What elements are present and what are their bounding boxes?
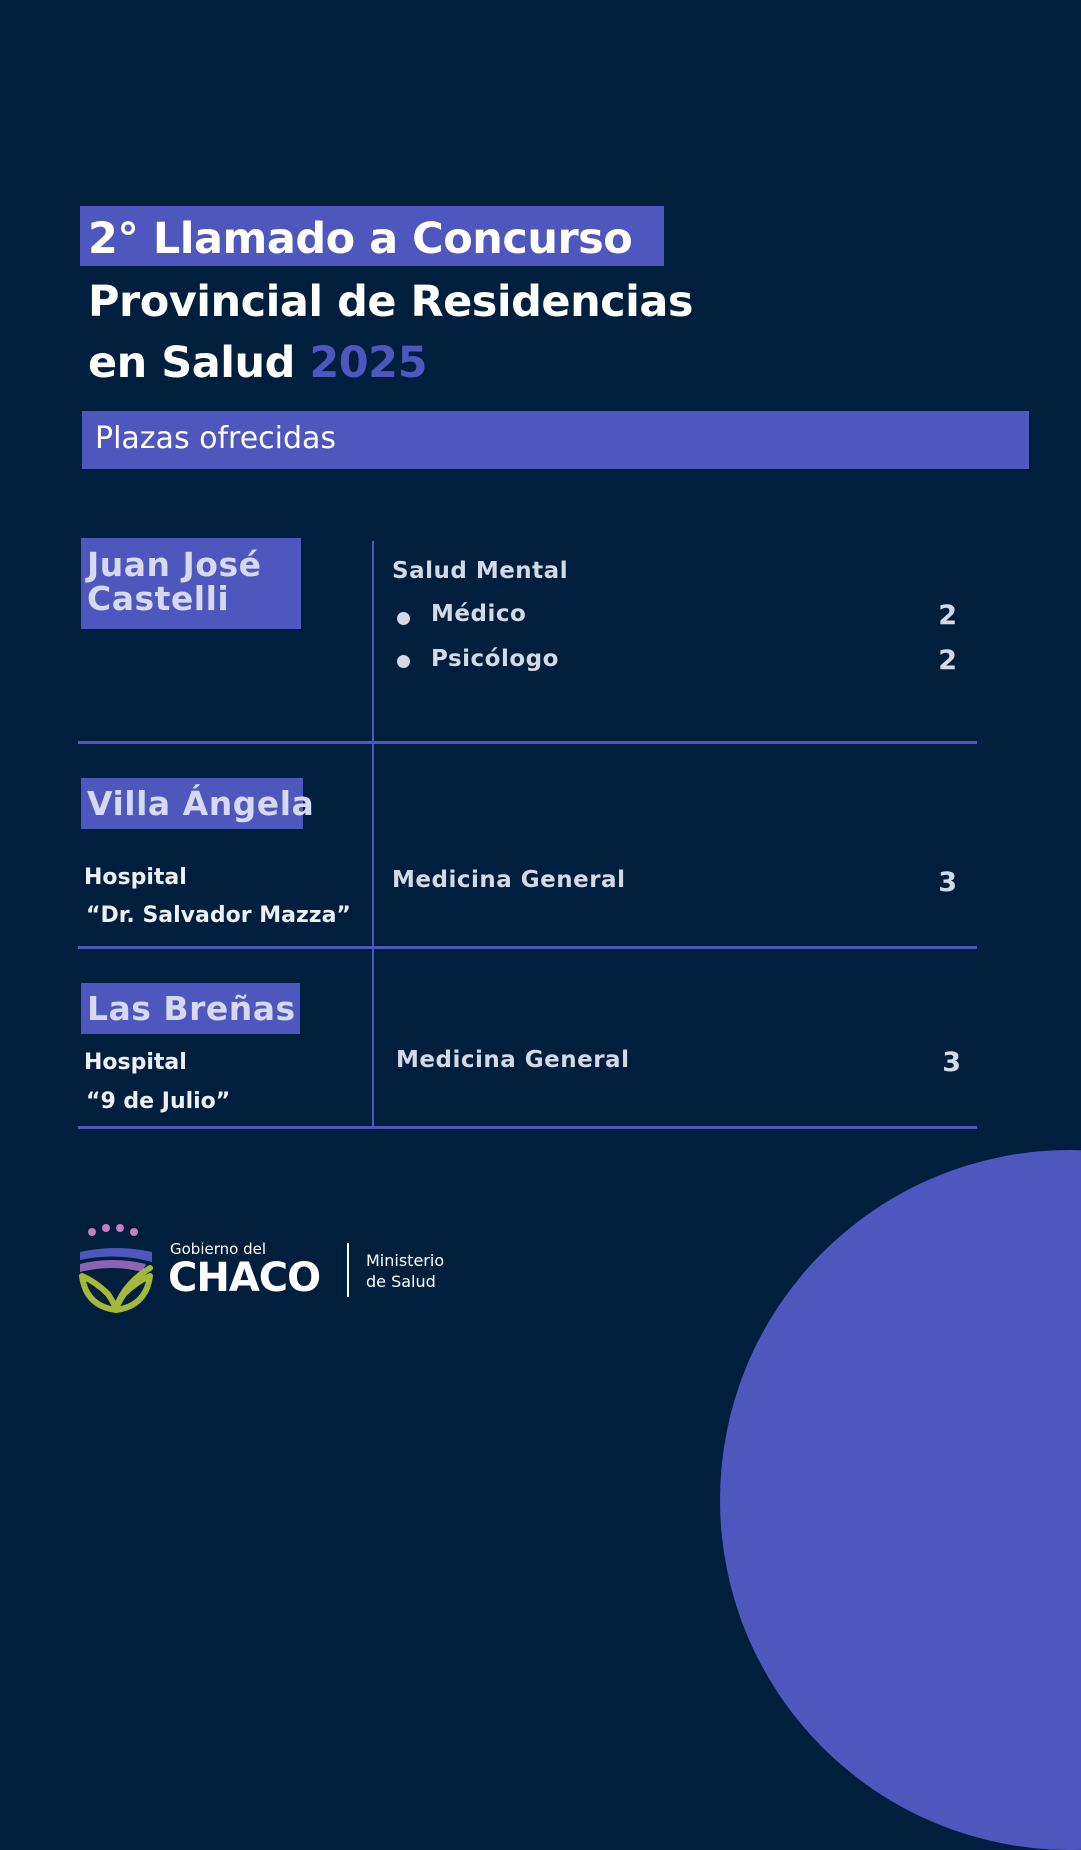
city-name: Las Breñas [87,989,296,1028]
title-line-2: Provincial de Residencias [88,277,694,327]
role-count: 2 [938,645,957,676]
row-divider-2 [78,946,977,949]
role-label: Psicólogo [431,646,559,672]
hospital-label: Hospital [84,865,187,890]
decorative-corner-circle [720,1150,1081,1850]
city-name-line-1: Juan José [87,545,262,584]
city-name-line-2: Castelli [87,579,230,618]
hospital-name: “Dr. Salvador Mazza” [86,903,351,928]
chaco-logo-icon [76,1222,156,1314]
row-divider-3 [78,1126,977,1129]
city-badge-las-brenas [81,983,300,1034]
specialty-label: Medicina General [392,867,626,893]
title-year: 2025 [309,338,428,388]
chaco-wordmark: CHACO [168,1255,321,1301]
ministerio-line-1: Ministerio [366,1251,445,1270]
footer-divider [347,1243,349,1297]
specialty-label: Medicina General [396,1047,630,1073]
role-count: 2 [938,600,957,631]
subheader-text: Plazas ofrecidas [95,421,337,456]
row-divider-1 [78,741,977,744]
bullet-icon [397,612,410,625]
specialty-label: Salud Mental [392,558,569,584]
city-badge-villa-angela [81,778,315,829]
specialty-count: 3 [938,867,957,898]
city-name: Villa Ángela [87,784,315,823]
subheader-bar [82,411,1029,469]
hospital-label: Hospital [84,1050,187,1075]
table-column-divider [372,541,374,1128]
specialty-count: 3 [942,1047,961,1078]
ministerio-line-2: de Salud [366,1272,436,1291]
hospital-name: “9 de Julio” [86,1089,231,1114]
gobierno-label: Gobierno del [170,1240,266,1258]
bullet-icon [397,655,410,668]
role-label: Médico [431,601,527,627]
title-line-3-prefix: en Salud [88,338,310,388]
title-line-3 [88,338,428,388]
title-line-1: 2° Llamado a Concurso [88,214,633,264]
city-badge-castelli [81,538,301,629]
